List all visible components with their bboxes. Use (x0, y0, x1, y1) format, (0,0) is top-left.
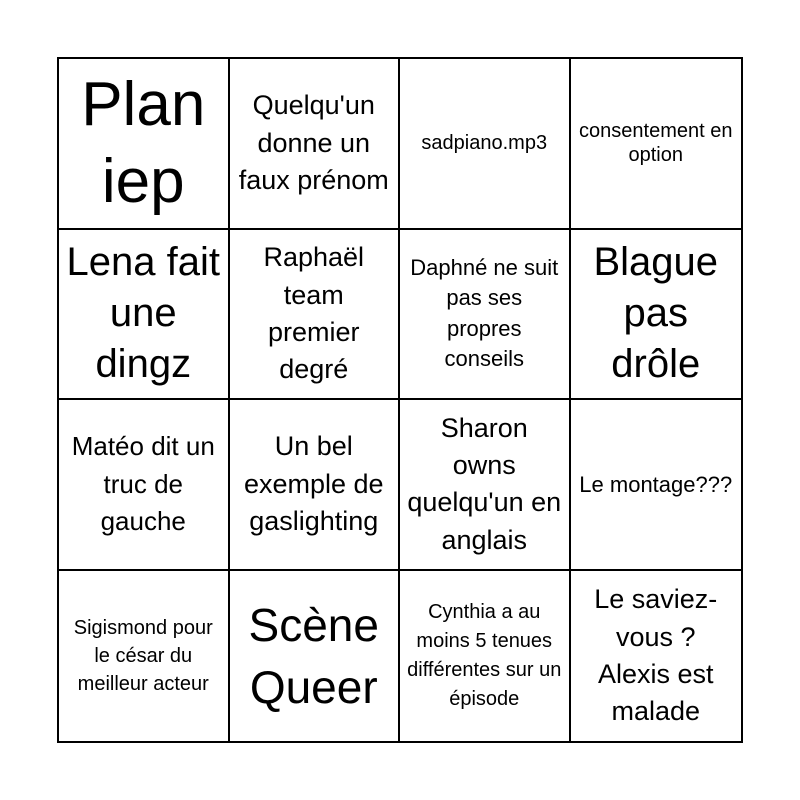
bingo-cell[interactable] (59, 400, 230, 571)
bingo-cell[interactable] (59, 59, 230, 230)
cell-text: Matéo dit un truc de gauche (71, 431, 215, 536)
bingo-cell[interactable] (400, 230, 571, 401)
cell-text: Cynthia a au moins 5 tenues différentes sur un épisode (407, 600, 562, 710)
bingo-cell[interactable] (571, 59, 742, 230)
bingo-cell[interactable] (230, 571, 401, 742)
bingo-board (57, 57, 743, 743)
cell-text: Le saviez-vous ? Alexis est malade (594, 584, 718, 726)
bingo-cell[interactable] (571, 230, 742, 401)
cell-text: Un bel exemple de gaslighting (243, 431, 384, 536)
bingo-cell[interactable] (230, 400, 401, 571)
cell-text: Lena fait une dingz (66, 239, 220, 387)
bingo-cell[interactable] (59, 230, 230, 401)
cell-text: Raphaël team premier degré (263, 242, 365, 384)
bingo-cell[interactable] (230, 59, 401, 230)
cell-text: Scène Queer (248, 598, 379, 713)
cell-text: Quelqu'un donne un faux prénom (238, 90, 389, 195)
bingo-cell[interactable] (400, 59, 571, 230)
bingo-cell[interactable] (59, 571, 230, 742)
cell-text: Sigismond pour le césar du meilleur acteur (73, 616, 213, 695)
bingo-cell[interactable] (571, 400, 742, 571)
bingo-cell[interactable] (400, 400, 571, 571)
cell-text: Plan iep (81, 69, 206, 217)
cell-text: Blague pas drôle (593, 239, 719, 387)
bingo-cell[interactable] (230, 230, 401, 401)
cell-text: sadpiano.mp3 (421, 132, 548, 155)
cell-text: consentement en option (579, 120, 733, 167)
cell-text: Le montage??? (579, 471, 733, 497)
cell-text: Sharon owns quelqu'un en anglais (407, 412, 562, 555)
cell-text: Daphné ne suit pas ses propres conseils (410, 255, 559, 372)
bingo-cell[interactable] (571, 571, 742, 742)
bingo-cell[interactable] (400, 571, 571, 742)
